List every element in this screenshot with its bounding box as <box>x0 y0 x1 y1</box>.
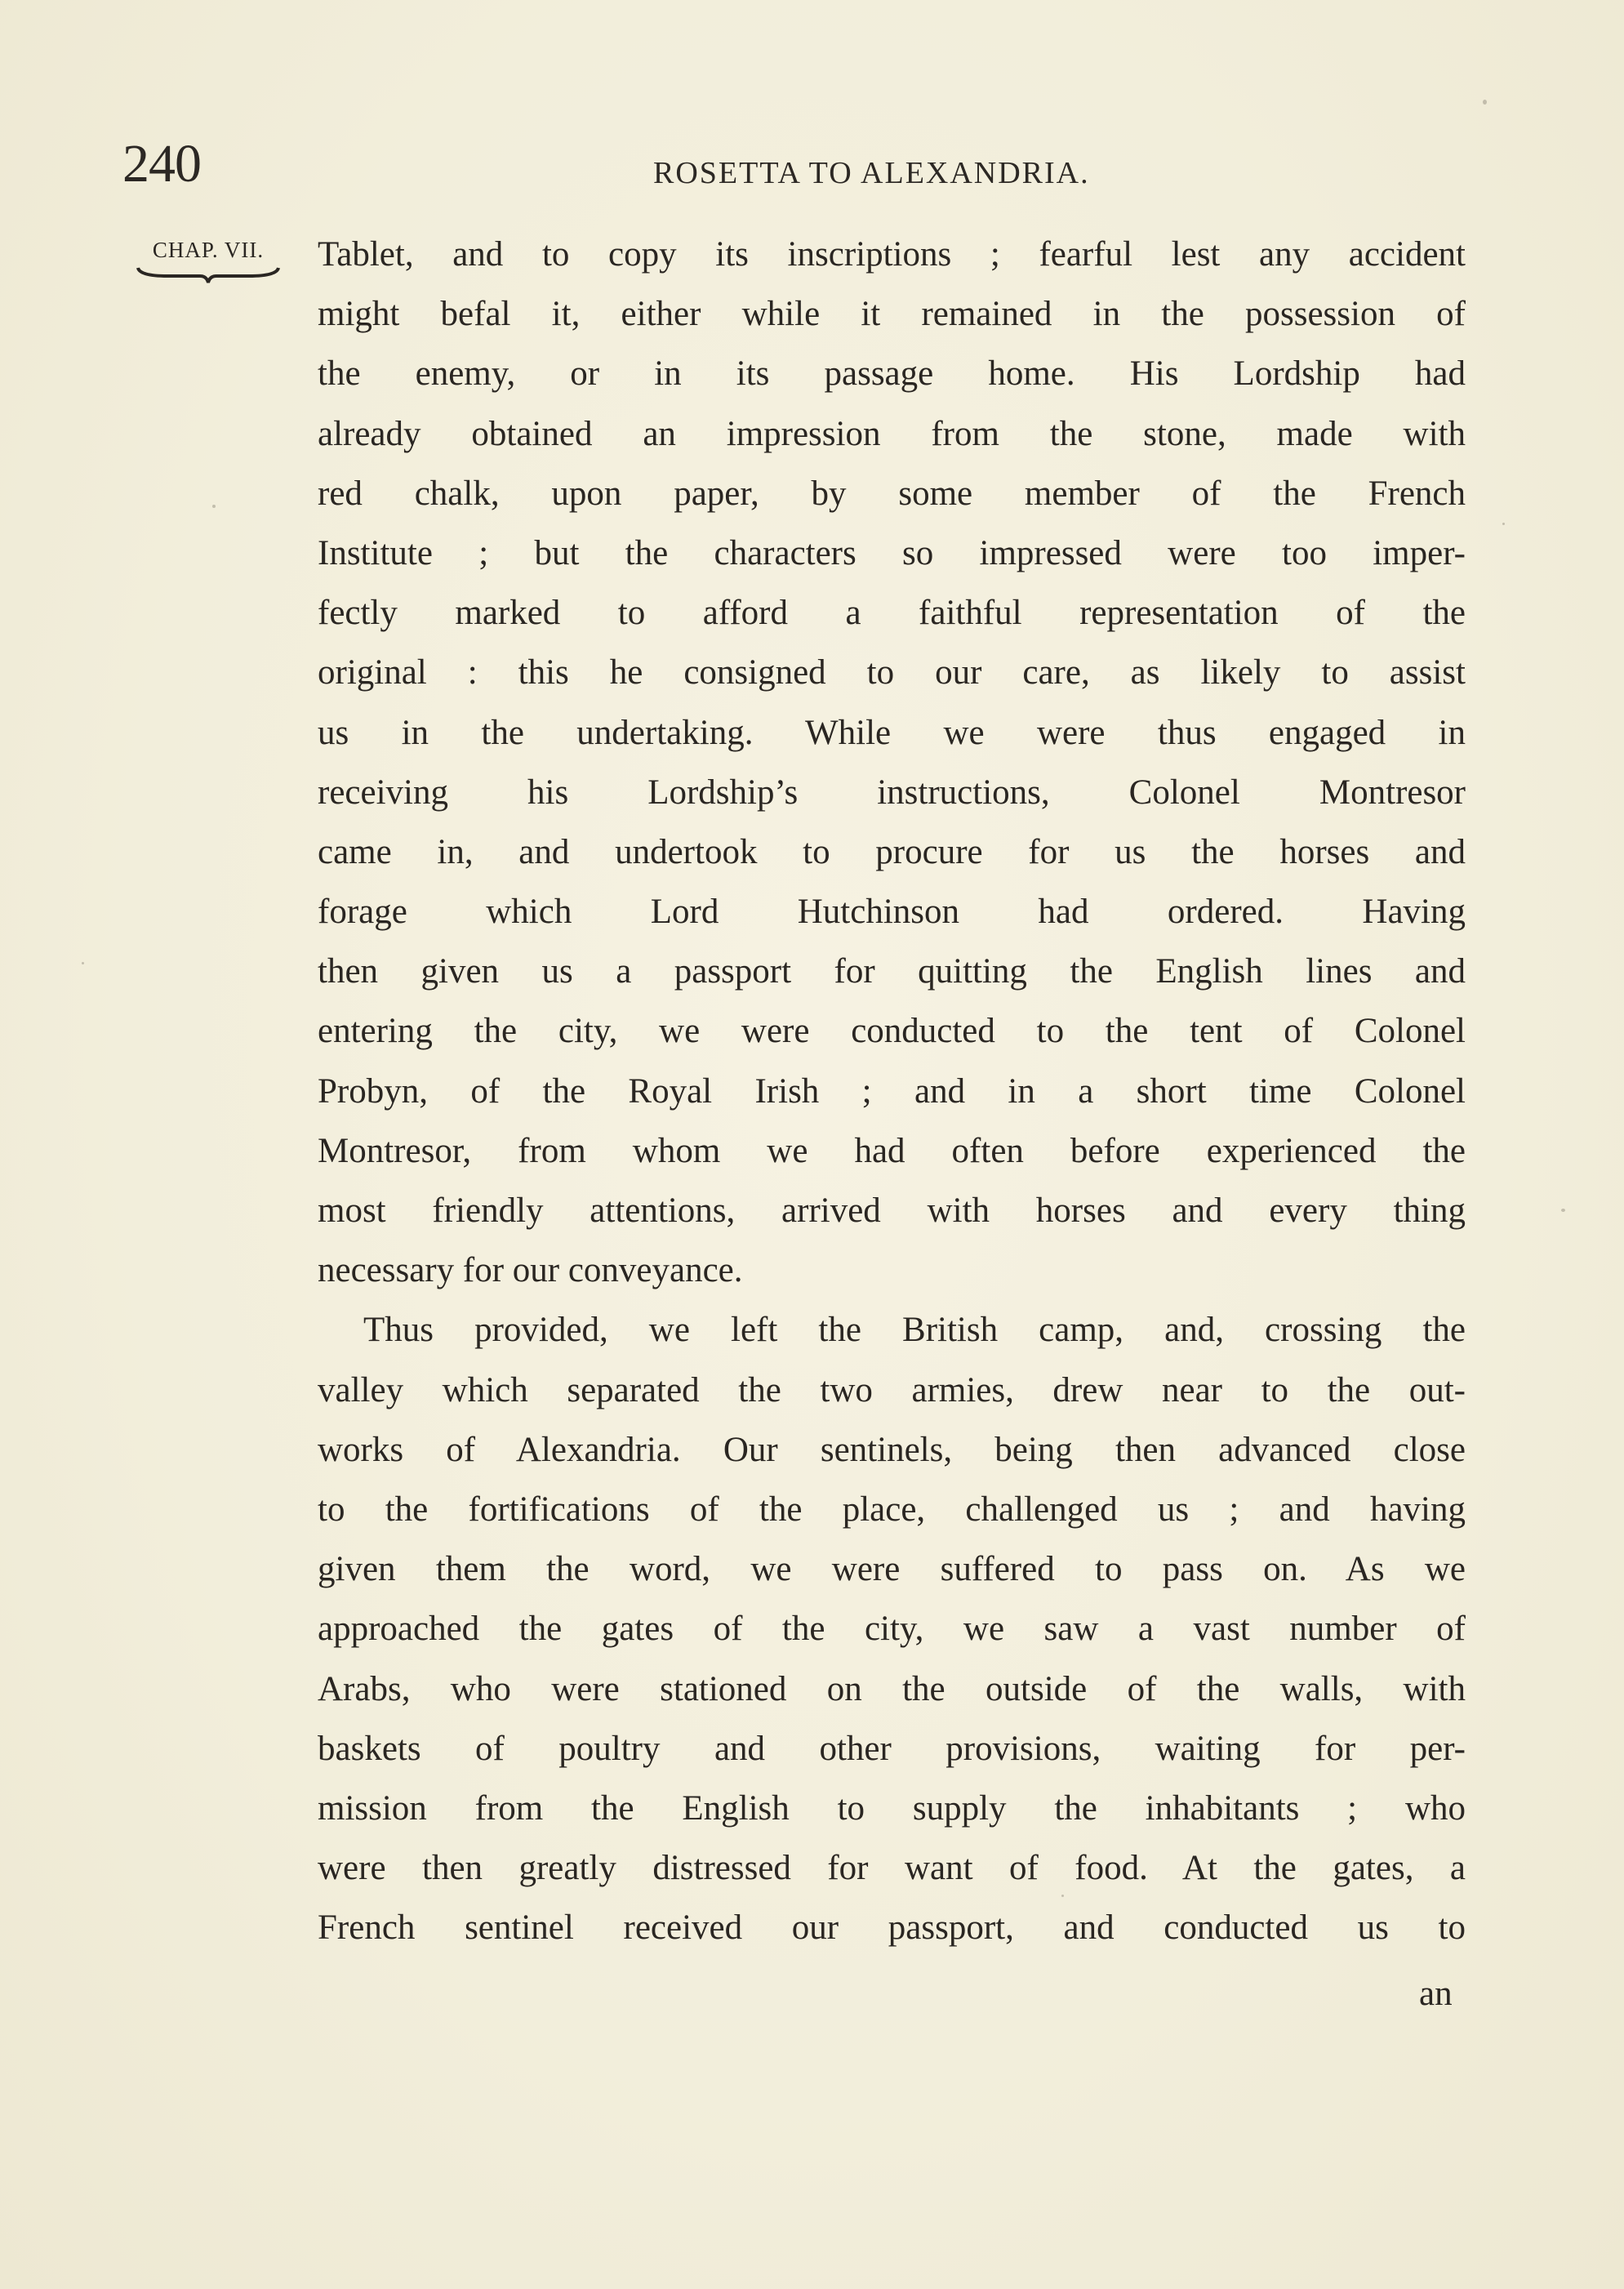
paragraph-end-line: necessary for our conveyance. <box>318 1251 743 1290</box>
text-line: forage which Lord Hutchinson had ordered. Having <box>318 893 1466 932</box>
text-line: were then greatly distressed for want of food. At the gates, a <box>318 1849 1466 1888</box>
text-line: works of Alexandria. Our sentinels, being then advanced close <box>318 1430 1466 1469</box>
text-line: mission from the English to supply the inhabitants ; who <box>318 1788 1466 1828</box>
page-number: 240 <box>122 134 201 194</box>
text-line: might befal it, either while it remained in the possession of <box>318 295 1466 334</box>
text-line: most friendly attentions, arrived with horses and every thing <box>318 1191 1466 1230</box>
text-line: approached the gates of the city, we saw a vast number of <box>318 1610 1466 1649</box>
text-line: valley which separated the two armies, drew near to the out- <box>318 1370 1466 1409</box>
text-line: receiving his Lordship’s instructions, Colonel Montresor <box>318 773 1466 812</box>
text-line: us in the undertaking. While we were thus engaged in <box>318 713 1466 752</box>
paper-speck <box>1502 523 1505 525</box>
text-line: already obtained an impression from the stone, made with <box>318 414 1466 453</box>
text-line: Montresor, from whom we had often before experienced the <box>318 1131 1466 1170</box>
text-line: original : this he consigned to our care, as likely to assist <box>318 653 1466 692</box>
text-line: fectly marked to afford a faithful representation of the <box>318 594 1466 633</box>
text-line: Tablet, and to copy its inscriptions ; fearful lest any accident <box>318 235 1466 274</box>
text-line: Arabs, who were stationed on the outside of the walls, with <box>318 1669 1466 1708</box>
paper-speck <box>212 505 216 508</box>
paper-speck <box>1061 1895 1064 1897</box>
text-line: entering the city, we were conducted to the tent of Colonel <box>318 1012 1466 1051</box>
text-line: the enemy, or in its passage home. His Lordship had <box>318 354 1466 394</box>
text-line: given them the word, we were suffered to pass on. As we <box>318 1550 1466 1589</box>
text-line: came in, and undertook to procure for us the horses and <box>318 832 1466 871</box>
catchword: an <box>1419 1975 1453 2013</box>
paper-speck <box>82 962 84 964</box>
text-line: then given us a passport for quitting the English lines and <box>318 952 1466 991</box>
text-line: to the fortifications of the place, challenged us ; and having <box>318 1490 1466 1529</box>
text-line: baskets of poultry and other provisions, waiting for per- <box>318 1729 1466 1768</box>
paper-speck <box>1561 1209 1565 1212</box>
text-line: red chalk, upon paper, by some member of the French <box>318 474 1466 513</box>
text-line: Institute ; but the characters so impressed were too imper- <box>318 533 1466 572</box>
paragraph-first-line: Thus provided, we left the British camp, and, crossing the <box>363 1311 1466 1350</box>
brace-ornament-icon <box>135 265 282 286</box>
body-text <box>318 225 1466 1957</box>
chapter-side-note <box>131 239 286 286</box>
text-line: Probyn, of the Royal Irish ; and in a short time Colonel <box>318 1071 1466 1111</box>
paper-speck <box>1483 100 1487 105</box>
running-title: ROSETTA TO ALEXANDRIA. <box>653 156 1090 190</box>
chapter-label: CHAP. VII. <box>152 238 265 262</box>
text-line: French sentinel received our passport, and conducted us to <box>318 1908 1466 1948</box>
